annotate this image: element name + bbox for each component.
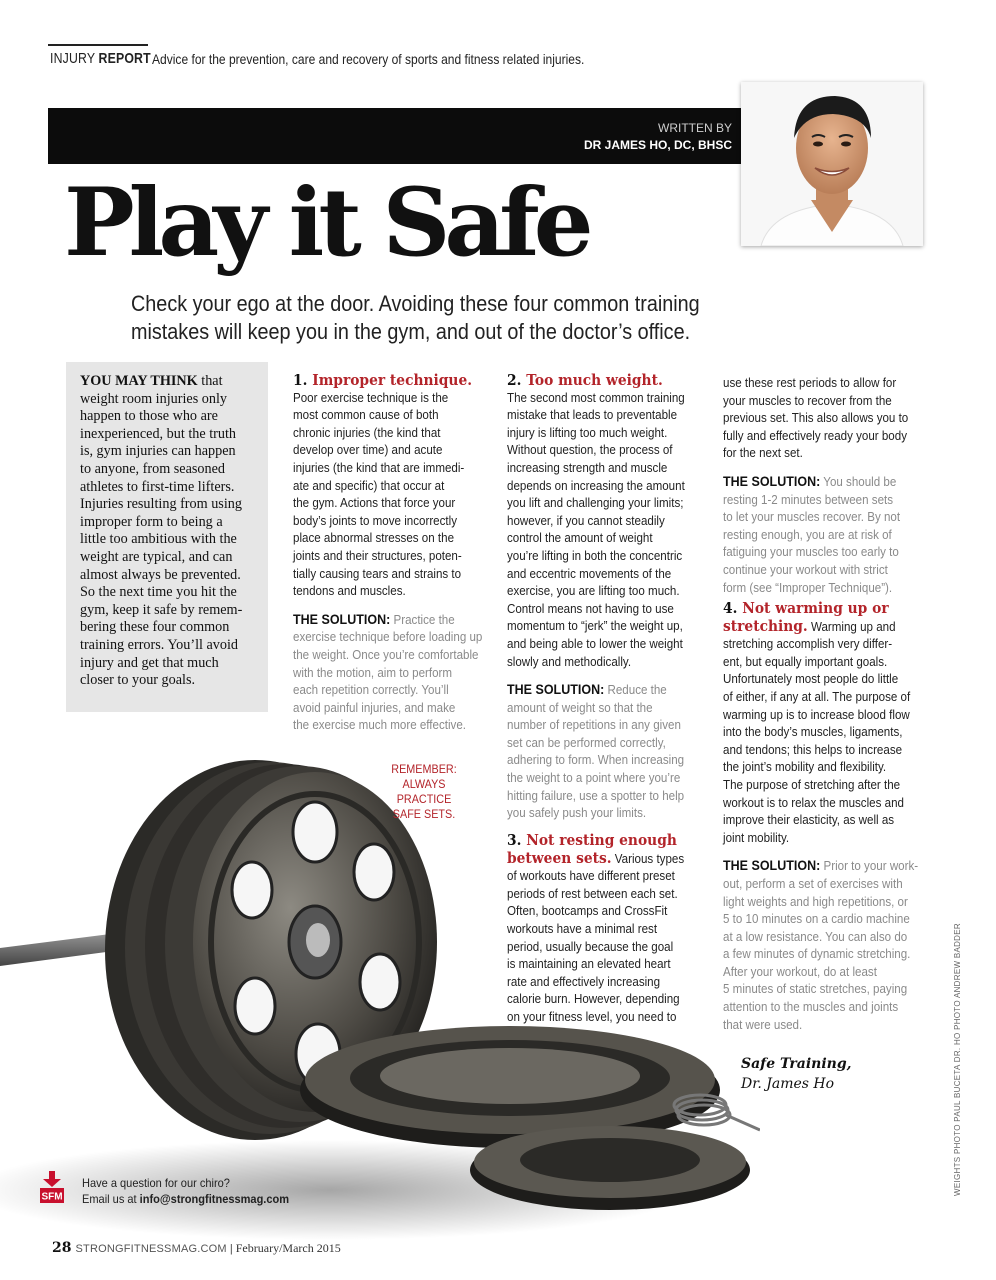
section-1-heading: 1. Improper technique. bbox=[293, 371, 473, 389]
section-3: 3. Not resting enough between sets. Various types of workouts have different preset periods of rest between each set. Often, bootcamps and CrossFit workouts have a minimal rest period, usually because the goal is maintaining an elevated heart rate and effectively increasing calorie burn. However, depending on your fitness level, you need to bbox=[507, 832, 691, 1027]
photo-credits: WEIGHTS PHOTO PAUL BUCETA DR. HO PHOTO ANDREW BADDER bbox=[953, 923, 962, 1196]
section-3-heading: 3. Not resting enough bbox=[507, 831, 677, 849]
intro-text: YOU MAY THINK that weight room injuries only happen to those who are inexperienced, but the truth is, gym injuries can happen to anyone, from seasoned athletes to first-time lifters. Injuries resulting from using improper form to being a little too ambitious with the weight are typical, and can almost always be prevented. So the next time you hit the gym, keep it safe by remem- bering these four common training errors. You’ll avoid injury and get that much closer to your goals. bbox=[80, 373, 243, 689]
sfm-logo-icon bbox=[40, 1171, 64, 1203]
header-rule bbox=[48, 44, 148, 46]
page-number: 28 bbox=[52, 1240, 72, 1256]
reader-question: Have a question for our chiro? Email us at info@strongfitnessmag.com bbox=[82, 1176, 290, 1206]
byline-bar bbox=[48, 108, 760, 164]
page-folio: 28 STRONGFITNESSMAG.COM | February/March 2015 bbox=[52, 1240, 341, 1256]
section-3-continued: use these rest periods to allow for your muscles to recover from the previous set. This also allows you to fully and effectively ready your body for the next set. THE SOLUTION: You should be resting 1-2 minutes between sets to let your muscles recover. By not resting enough, you are at risk of fatiguing your muscles too early to continue your workout with strict form (see “Improper Technique”). bbox=[723, 376, 909, 595]
byline-label: WRITTEN BY bbox=[658, 121, 732, 135]
article-deck: Check your ego at the door. Avoiding these four common training mistakes will keep you in the gym, and out of the doctor’s office. bbox=[131, 291, 700, 344]
section-4-heading: 4. Not warming up or bbox=[723, 599, 889, 617]
pull-quote: REMEMBER: ALWAYS PRACTICE SAFE SETS. bbox=[391, 762, 457, 821]
byline-author: DR JAMES HO, DC, BHSC bbox=[583, 138, 732, 152]
article-title: Play it Safe bbox=[64, 168, 588, 278]
author-photo bbox=[741, 82, 923, 246]
section-tagline: Advice for the prevention, care and recovery of sports and fitness related injuries. bbox=[152, 51, 585, 67]
svg-text:SFM: SFM bbox=[41, 1191, 63, 1203]
website[interactable]: STRONGFITNESSMAG.COM bbox=[75, 1243, 227, 1255]
section-label: INJURY REPORT bbox=[50, 50, 151, 67]
section-1: 1. Improper technique. Poor exercise technique is the most common cause of both chronic injuries (the kind that develop over time) and acute injuries (the kind that are immedi- ate and specific) that occur at the gym. Actions that force your body’s joints to move incorrectly place abnormal stresses on the joints and their structures, poten- tially causing tears and strains to tendons and muscles. THE SOLUTION: Practice the exercise technique before loading up the weight. Once you’re comfortable with the motion, aim to perform each repetition correctly. You’ll avoid painful injuries, and make the exercise much more effective. bbox=[293, 371, 483, 733]
section-2: 2. Too much weight. The second most common training mistake that leads to preventable injury is lifting too much weight. Without question, the process of increasing strength and muscle depends on increasing the amount you lift and challenging your limits; however, if you cannot steadily control the amount of weight you’re lifting in both the concentric and eccentric movements of the exercise, you are lifting too much. Control means not having to use momentum to “jerk” the weight up, and being able to lower the weight slowly and methodically. THE SOLUTION: Reduce the amount of weight so that the number of repetitions in any given set can be performed correctly, adhering to form. When increasing the weight to a point where you’re hitting failure, use a spotter to help you safely push your limits. bbox=[507, 372, 691, 823]
section-4: 4. Not warming up or stretching. Warming up and stretching accomplish very differ- ent, but equally important goals. Unfortunately most people do little of either, if any at all. The purpose of warming up is to increase blood flow into the body’s muscles, ligaments, and tendons; this helps to increase the joint’s mobility and flexibility. The purpose of stretching after the workout is to relax the muscles and improve their elasticity, as well as joint mobility. THE SOLUTION: Prior to your work- out, perform a set of exercises with light weights and high repetitions, or 5 to 10 minutes on a cardio machine at a low resistance. You can also do a few minutes of dynamic stretching. After your workout, do at least 5 minutes of static stretches, paying attention to the muscles and joints that were used. bbox=[723, 599, 919, 1032]
section-2-heading: 2. Too much weight. bbox=[507, 371, 663, 389]
contact-email-link[interactable]: info@strongfitnessmag.com bbox=[139, 1192, 290, 1206]
issue-date: February/March 2015 bbox=[235, 1241, 341, 1255]
signoff: Safe Training, Dr. James Ho bbox=[741, 1056, 852, 1092]
